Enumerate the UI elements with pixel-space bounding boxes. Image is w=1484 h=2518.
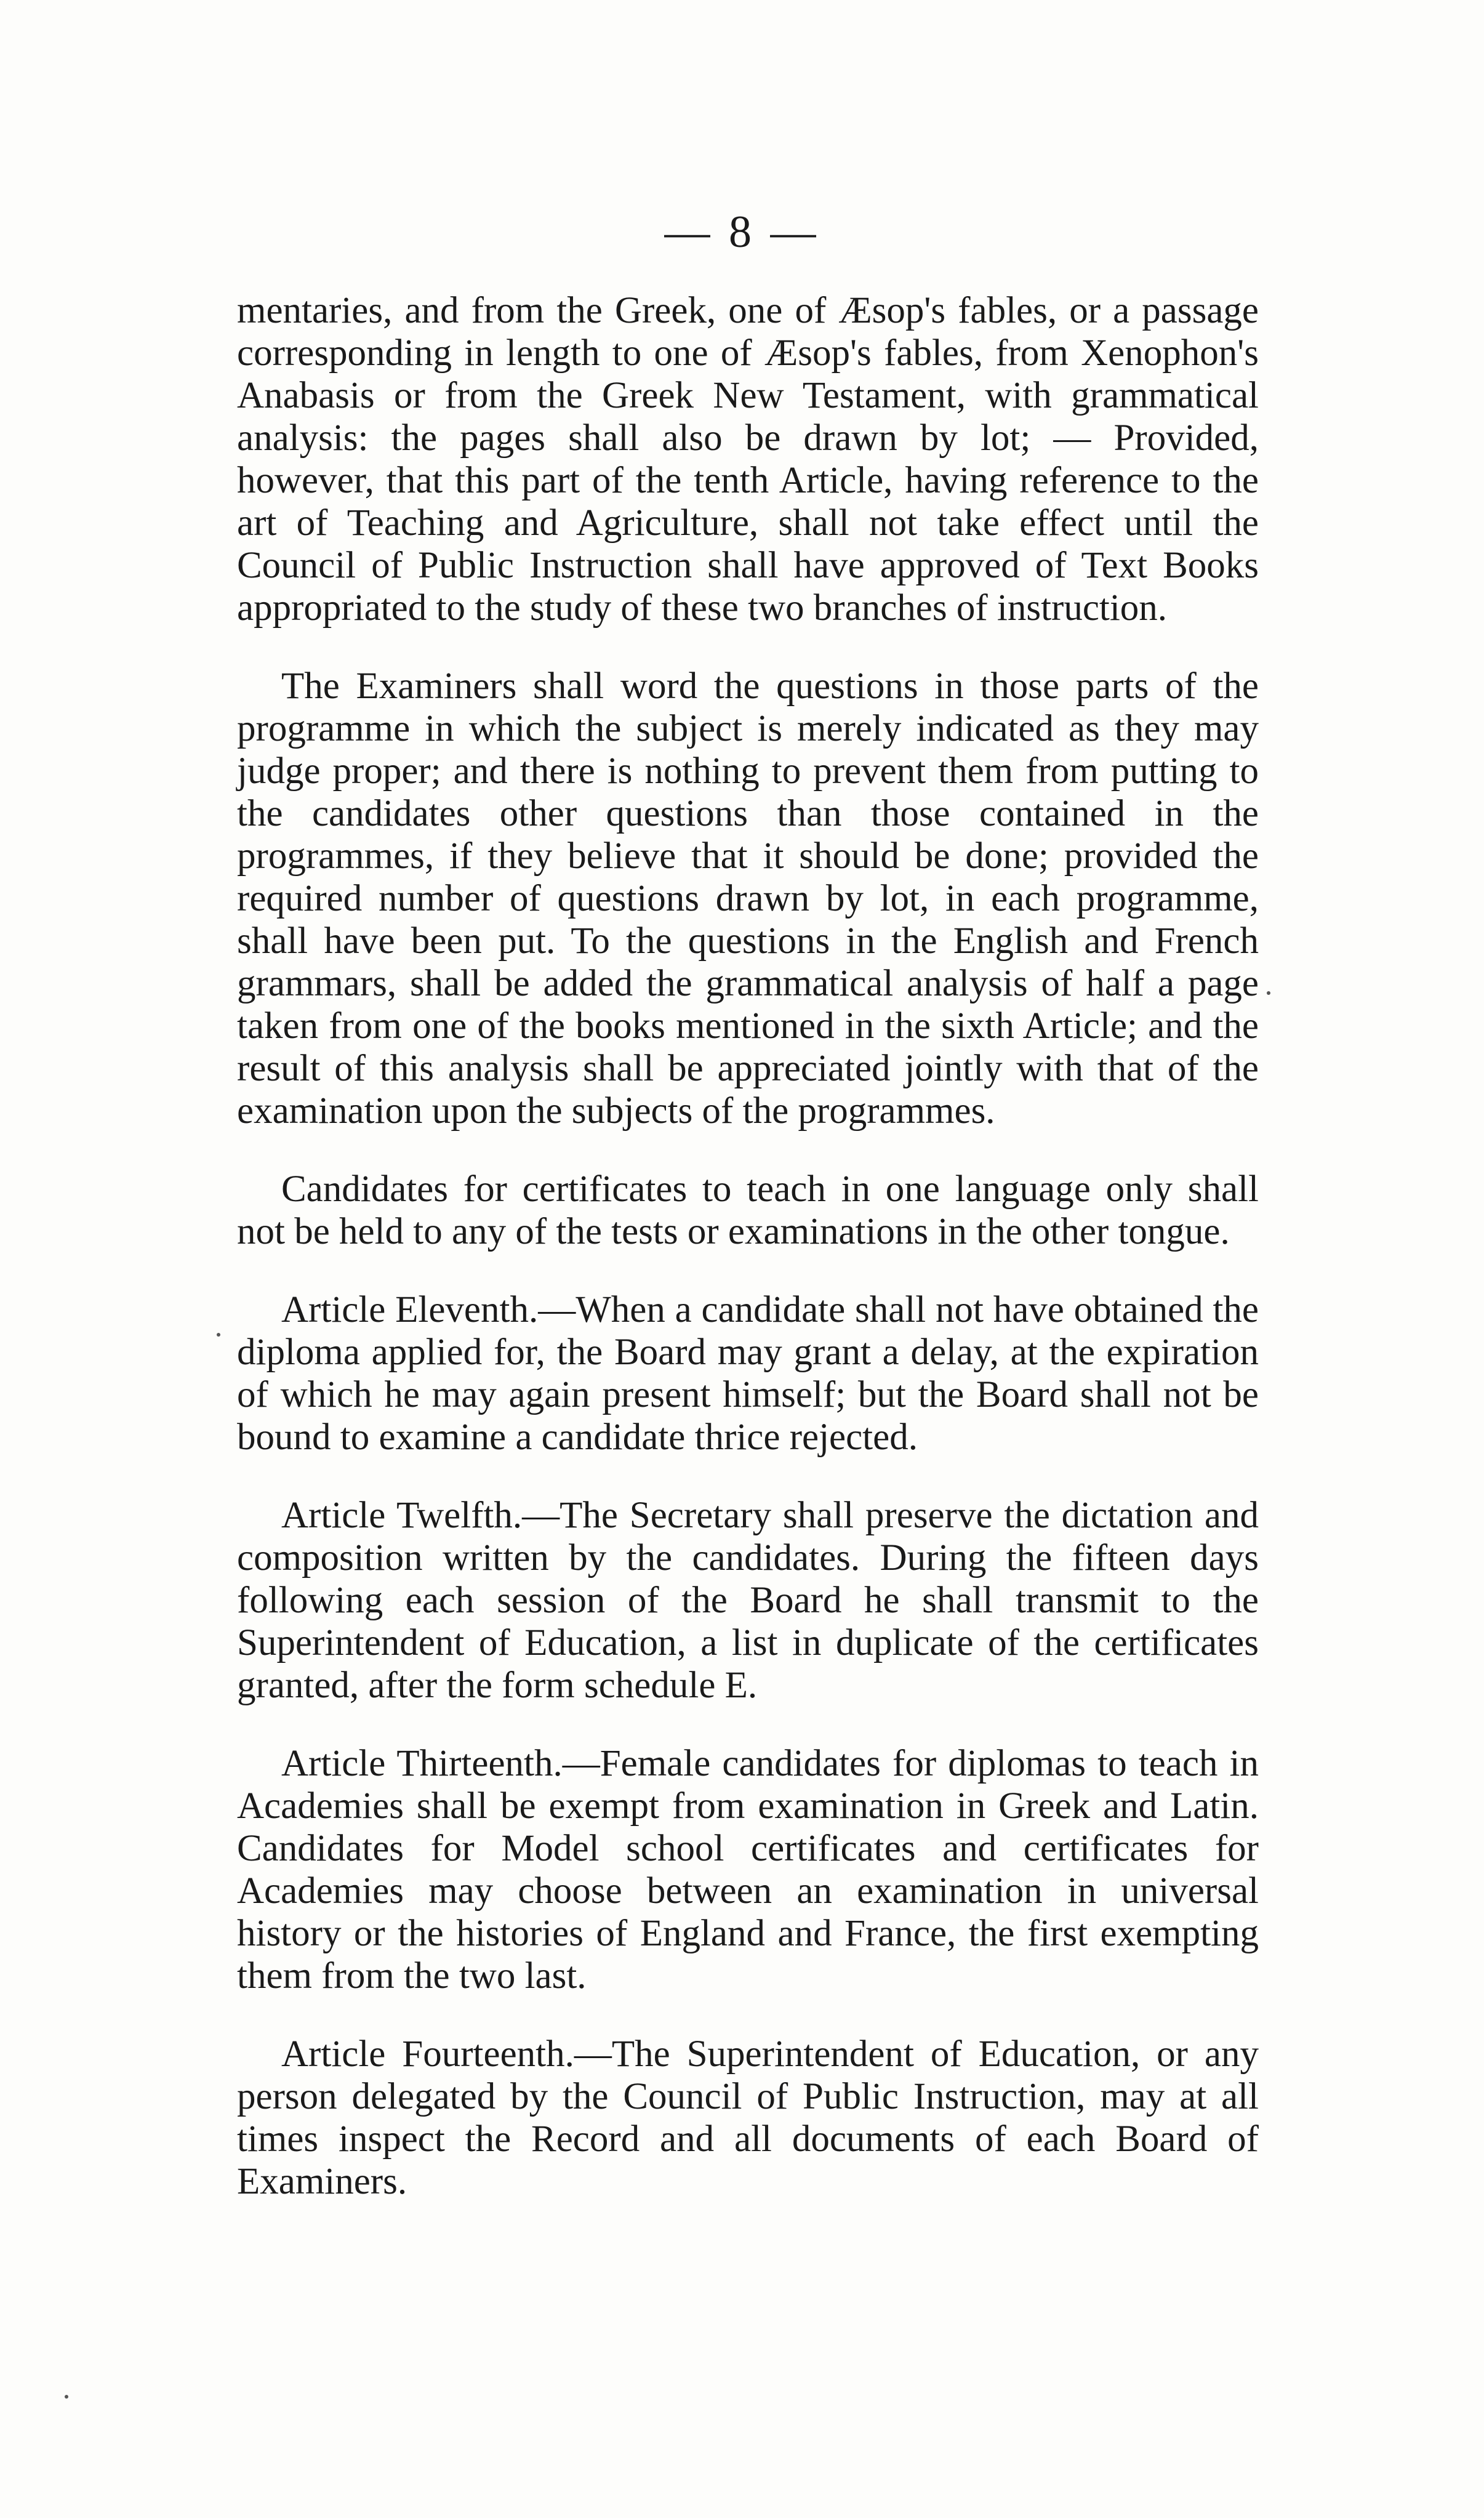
paper-speck (217, 1333, 220, 1337)
paragraph-examiners: The Examiners shall word the questions in those parts of the programme in which the subject is merely indicated as they may judge proper; and there is nothing to prevent them from putting to the candidates other questions than those contained in the programmes, if they believe that it should be done; provided the required number of questions drawn by lot, in each programme, shall have been put. To the questions in the English and French grammars, shall be added the grammatical analysis of half a page taken from one of the books mentioned in the sixth Article; and the result of this analysis shall be appreciated jointly with that of the examination upon the subjects of the programmes. (237, 666, 1259, 1132)
page-number: — 8 — (664, 207, 820, 257)
body-text (237, 289, 1259, 2203)
paragraph-article-eleventh: Article Eleventh.—When a candidate shall not have obtained the diploma applied for, the Board may grant a delay, at the expiration of which he may again present himself; but the Board shall not be bound to examine a candidate thrice rejected. (237, 1289, 1259, 1458)
paragraph-article-fourteenth: Article Fourteenth.—The Superintendent of Education, or any person delegated by the Council of Public Instruction, may at all times inspect the Record and all documents of each Board of Examiners. (237, 2033, 1259, 2202)
paper-speck (65, 2395, 68, 2399)
paper-speck (1267, 991, 1270, 995)
paragraph-candidates-language: Candidates for certificates to teach in one language only shall not be held to any of the tests or examinations in the other tongue. (237, 1168, 1259, 1252)
paragraph-article-twelfth: Article Twelfth.—The Secretary shall preserve the dictation and composition written by the candidates. During the fifteen days following each session of the Board he shall transmit to the Superintendent of Education, a list in duplicate of the certificates granted, after the form schedule E. (237, 1495, 1259, 1706)
paragraph-continuation: mentaries, and from the Greek, one of Æsop's fables, or a passage corresponding in length to one of Æsop's fables, from Xenophon's Anabasis or from the Greek New Testament, with grammatical analysis: the pages shall also be drawn by lot; — Provided, however, that this part of the tenth Article, having reference to the art of Teaching and Agriculture, shall not take effect until the Council of Public Instruction shall have approved of Text Books appropriated to the study of these two branches of instruction. (237, 290, 1259, 629)
paragraph-article-thirteenth: Article Thirteenth.—Female candidates for diplomas to teach in Academies shall be exempt from examination in Greek and Latin. Candidates for Model school certificates and certificates for Academies may choose between an examination in universal history or the histories of England and France, the first exempting them from the two last. (237, 1743, 1259, 1997)
